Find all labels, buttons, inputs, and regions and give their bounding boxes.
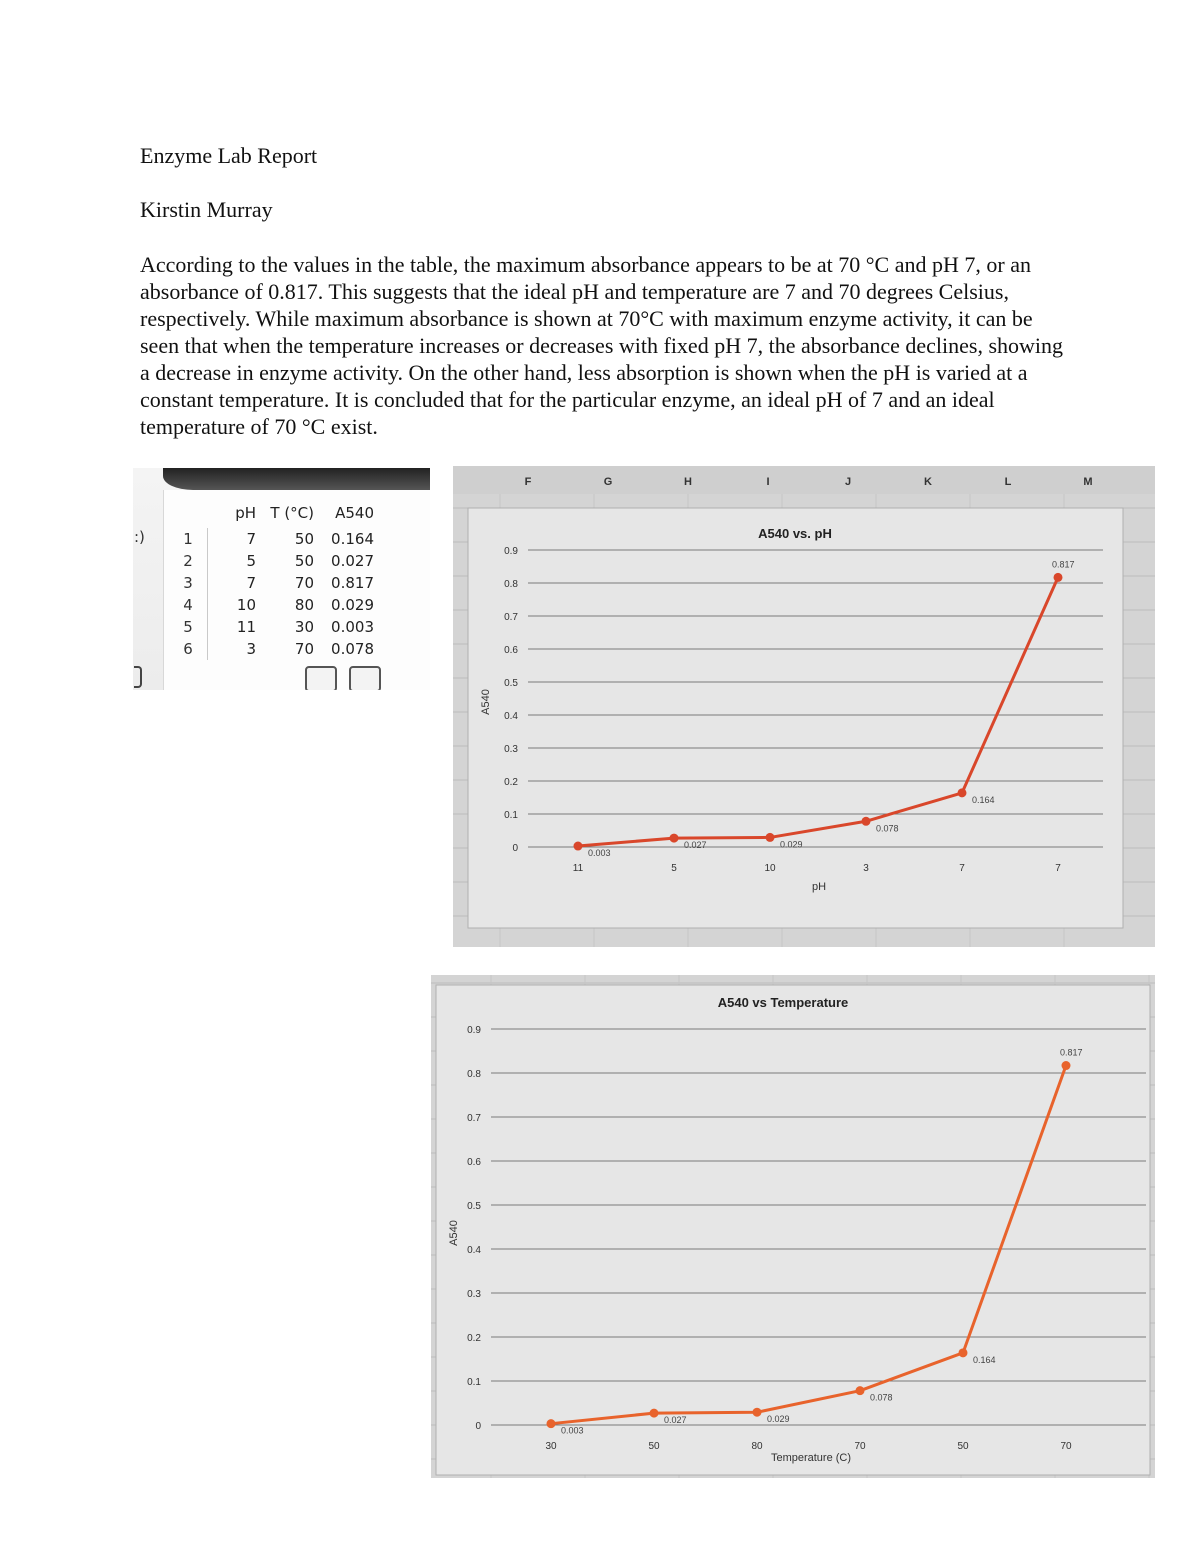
table-cell-temperature: 50 (294, 552, 314, 570)
y-tick-label: 0.6 (504, 645, 518, 656)
table-cell-absorbance: 0.164 (331, 530, 374, 548)
table-cell-index: 6 (169, 638, 208, 660)
y-tick-label: 0.9 (467, 1025, 481, 1036)
x-tick-label: 11 (572, 863, 584, 874)
data-table-photo (133, 468, 430, 690)
table-body (169, 528, 378, 660)
table-cell-absorbance: 0.027 (331, 552, 374, 570)
data-label: 0.003 (588, 848, 611, 859)
data-point (766, 833, 775, 842)
table-header-absorbance: A540 (335, 504, 374, 522)
table-cell-index: 1 (169, 528, 208, 550)
y-tick-label: 0.5 (467, 1201, 481, 1212)
data-point (650, 1409, 659, 1418)
data-label: 0.029 (780, 839, 803, 850)
table-index-header (169, 502, 208, 528)
table-cell-ph: 10 (236, 596, 256, 614)
y-tick-label: 0.6 (467, 1157, 481, 1168)
chart-title: A540 vs. pH (758, 526, 832, 541)
table-cell-ph: 11 (236, 618, 256, 636)
table-cell-ph: 7 (246, 530, 256, 548)
data-label: 0.027 (664, 1415, 687, 1426)
table-header-temperature: T (°C) (270, 504, 314, 522)
y-tick-label: 0.4 (467, 1245, 481, 1256)
y-axis-label: A540 (448, 1220, 460, 1246)
y-tick-label: 0.7 (467, 1113, 481, 1124)
table-cell-index: 4 (169, 594, 208, 616)
x-tick-label: 3 (863, 863, 869, 874)
y-tick-label: 0.7 (504, 612, 518, 623)
column-header-label: L (1004, 476, 1012, 488)
export-icon-button[interactable] (349, 666, 381, 690)
table-row (169, 638, 378, 660)
x-tick-label: 5 (671, 863, 677, 874)
y-tick-label: 0.8 (504, 579, 518, 590)
data-label: 0.817 (1052, 559, 1075, 570)
y-tick-label: 0.2 (504, 777, 518, 788)
temperature-chart-photo (431, 975, 1155, 1478)
table-cell-index: 3 (169, 572, 208, 594)
table-cell-absorbance: 0.029 (331, 596, 374, 614)
data-table (169, 502, 378, 660)
ph-chart-photo (453, 466, 1155, 947)
x-axis-label: Temperature (C) (770, 1452, 852, 1464)
data-label: 0.078 (870, 1392, 893, 1403)
column-header-label: J (844, 476, 852, 488)
document-body-paragraph: According to the values in the table, the maximum absorbance appears to be at 70 °C and pH 7, or an absorbance of 0.817. This suggests that the ideal pH and temperature are 7 and 70 degrees Celsius, respectively. While maximum absorbance is shown at 70°C with maximum enzyme activity, it can be seen that when the temperature increases or decreases with fixed pH 7, the absorbance declines, showing a decrease in enzyme activity. On the other hand, less absorption is shown when the pH is varied at a constant temperature. It is concluded that for the particular enzyme, an ideal pH of 7 and an ideal temperature of 70 °C exist. (140, 252, 1064, 439)
x-tick-label: 80 (751, 1441, 763, 1452)
ph-chart (453, 466, 1155, 947)
table-cell-temperature: 50 (294, 530, 314, 548)
data-label: 0.003 (561, 1425, 584, 1436)
y-tick-label: 0.1 (504, 810, 518, 821)
y-tick-label: 0.4 (504, 711, 518, 722)
data-label: 0.078 (876, 823, 899, 834)
table-cell-index: 2 (169, 550, 208, 572)
data-label: 0.817 (1060, 1047, 1083, 1058)
table-header-ph: pH (235, 504, 256, 522)
table-cell-absorbance: 0.817 (331, 574, 374, 592)
chart-title: A540 vs Temperature (717, 995, 849, 1010)
x-tick-label: 50 (648, 1441, 660, 1452)
data-label: 0.164 (972, 794, 995, 805)
chart-area (468, 508, 1123, 928)
window-top-bar (163, 468, 430, 490)
column-header-label: K (924, 476, 932, 488)
table-cell-temperature: 70 (294, 640, 314, 658)
column-header-label: F (524, 476, 532, 488)
x-tick-label: 7 (959, 863, 965, 874)
x-axis-label: pH (811, 881, 827, 893)
column-header-label: I (766, 476, 770, 488)
y-tick-label: 0.2 (467, 1333, 481, 1344)
y-tick-label: 0.1 (467, 1377, 481, 1388)
cropped-border-fragment (134, 666, 142, 688)
data-point (958, 788, 967, 797)
y-tick-label: 0.8 (467, 1069, 481, 1080)
table-cell-ph: 5 (246, 552, 256, 570)
data-point (547, 1419, 556, 1428)
table-cell-ph: 7 (246, 574, 256, 592)
table-row (169, 550, 378, 572)
y-tick-label: 0.3 (467, 1289, 481, 1300)
x-tick-label: 50 (957, 1441, 969, 1452)
table-cell-absorbance: 0.003 (331, 618, 374, 636)
table-row (169, 616, 378, 638)
temperature-chart (431, 975, 1155, 1478)
table-row (169, 528, 378, 550)
table-cell-index: 5 (169, 616, 208, 638)
data-point (753, 1408, 762, 1417)
table-cell-temperature: 70 (294, 574, 314, 592)
column-header-bar (453, 466, 1155, 494)
y-tick-label: 0.5 (504, 678, 518, 689)
chart-area (436, 985, 1150, 1475)
x-tick-label: 70 (1060, 1441, 1072, 1452)
y-tick-label: 0 (512, 843, 518, 854)
y-axis-label: A540 (480, 689, 492, 715)
table-cell-temperature: 80 (294, 596, 314, 614)
x-tick-label: 70 (854, 1441, 866, 1452)
table-header-row (169, 502, 378, 528)
cropped-text-fragment: :) (134, 528, 145, 546)
table-cell-temperature: 30 (294, 618, 314, 636)
y-tick-label: 0.3 (504, 744, 518, 755)
data-point (670, 834, 679, 843)
data-point (574, 842, 583, 851)
document-title: Enzyme Lab Report (140, 143, 318, 168)
table-cell-absorbance: 0.078 (331, 640, 374, 658)
y-tick-label: 0.9 (504, 546, 518, 557)
data-point (1054, 573, 1063, 582)
document-author: Kirstin Murray (140, 197, 273, 222)
x-tick-label: 7 (1055, 863, 1061, 874)
y-tick-label: 0 (475, 1421, 481, 1432)
data-point (862, 817, 871, 826)
column-header-label: G (603, 476, 613, 488)
column-header-label: M (1083, 476, 1093, 488)
data-point (1062, 1061, 1071, 1070)
table-row (169, 594, 378, 616)
data-label: 0.164 (973, 1354, 996, 1365)
table-row (169, 572, 378, 594)
data-point (959, 1348, 968, 1357)
x-tick-label: 10 (764, 863, 776, 874)
column-header-label: H (684, 476, 692, 488)
data-point (856, 1386, 865, 1395)
data-label: 0.027 (684, 840, 707, 851)
data-label: 0.029 (767, 1414, 790, 1425)
x-tick-label: 30 (545, 1441, 557, 1452)
table-cell-ph: 3 (246, 640, 256, 658)
save-icon-button[interactable] (305, 666, 337, 690)
